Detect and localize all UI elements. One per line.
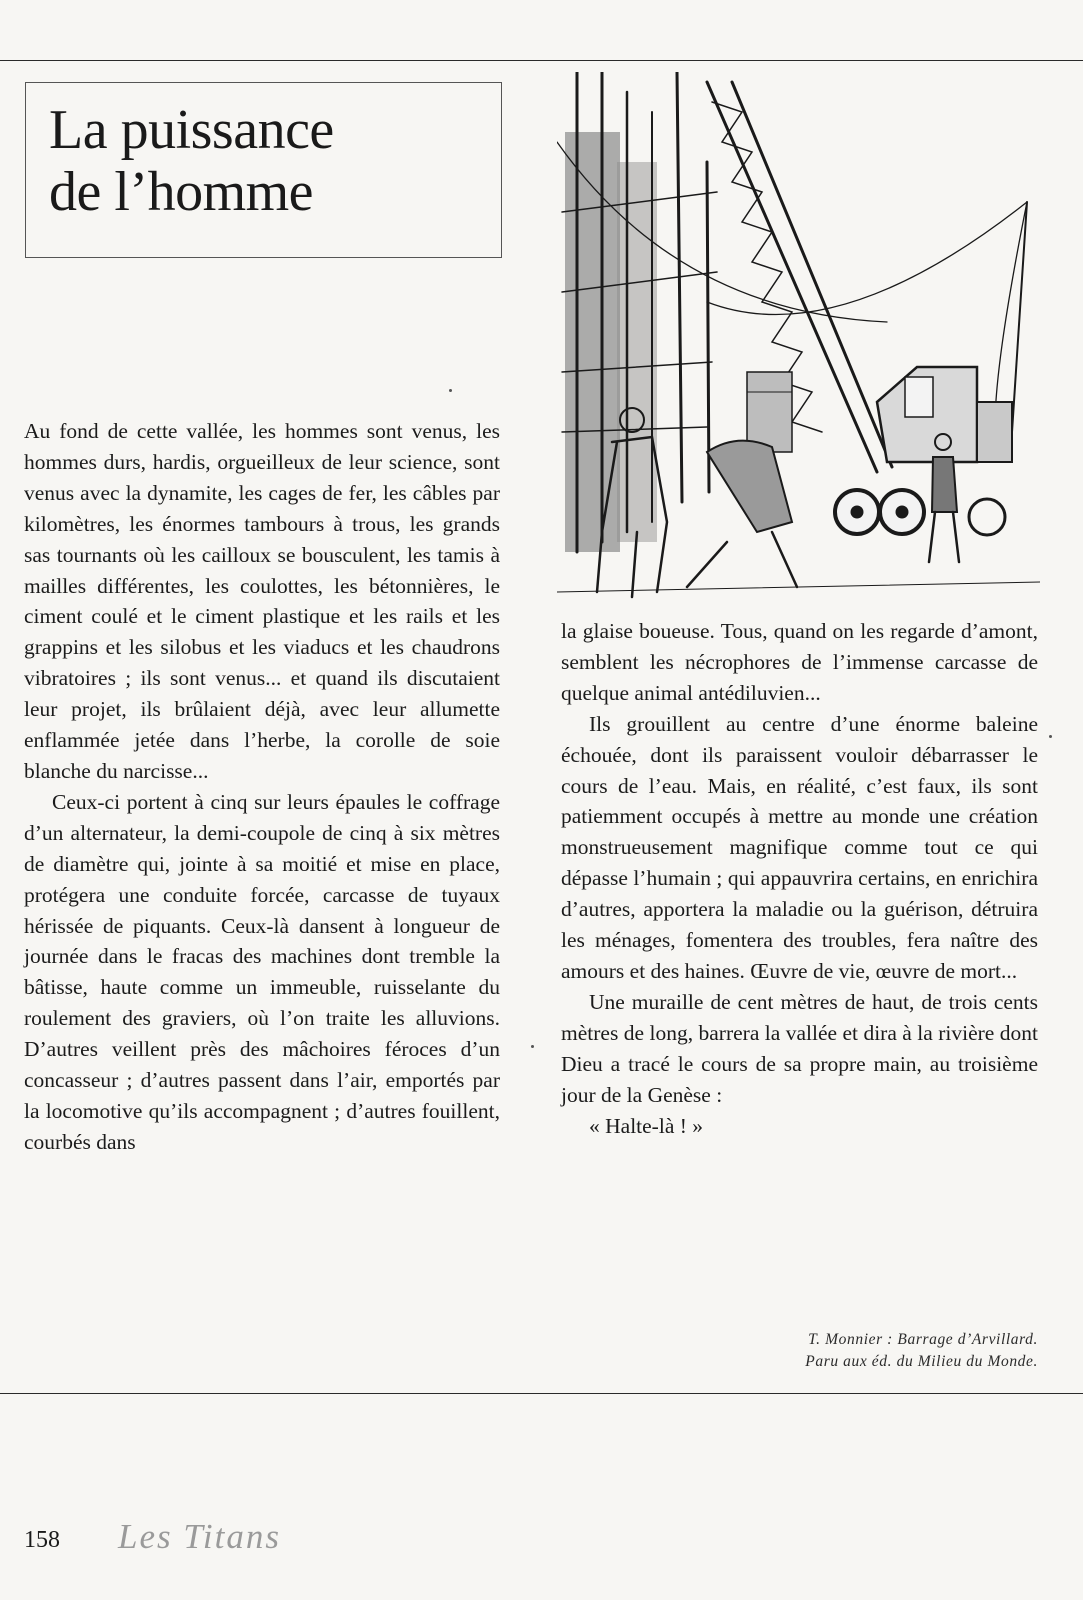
right-column	[561, 616, 1038, 1141]
paragraph: la glaise boueuse. Tous, quand on les regarde d’amont, semblent les nécrophores de l’immense carcasse de quelque animal antédiluvien...	[561, 619, 1038, 705]
paragraph: Au fond de cette vallée, les hommes sont venus, les hommes durs, hardis, orgueilleux de leur science, sont venus avec la dynamite, les cages de fer, les câbles par kilomètres, les énormes tambours à trous, les grands sas tournants où les cailloux se bousculent, les tamis à mailles différentes, les coulottes, les bétonnières, le ciment coulé et le ciment plastique et les rails et les grappins et les silobus et les viaducs et les chaudrons vibratoires ; ils sont venus... et quand ils discutaient leur projet, ils brûlaient déjà, avec leur allumette enflammée jetée dans l’herbe, la corolle de soie blanche du narcisse...	[24, 419, 500, 783]
print-speck	[531, 1045, 534, 1048]
running-title: Les Titans	[118, 1517, 281, 1556]
source-credit-line-2: Paru aux éd. du Milieu du Monde.	[805, 1353, 1038, 1370]
paragraph: Ceux-ci portent à cinq sur leurs épaules le coffrage d’un alternateur, la demi-coupole de cinq à six mètres de diamètre qui, jointe à sa moitié et mise en place, protégera une conduite forcée, carcasse de tuyaux hérissée de piquants. Ceux-là dansent à longueur de journée dans le fracas des machines dont tremble la bâtisse, haute comme un immeuble, ruisselante du roulement des graviers, où l’on traite les alluvions. D’autres veillent près des mâchoires féroces d’un concasseur ; d’autres passent dans l’air, emportés par la locomotive qu’ils accompagnent ; d’autres fouillent, courbés dans	[24, 789, 500, 1154]
print-speck	[1049, 735, 1052, 738]
top-rule	[0, 60, 1083, 61]
construction-site-illustration	[557, 72, 1040, 604]
source-credit-line-1: T. Monnier : Barrage d’Arvillard.	[808, 1331, 1038, 1348]
print-speck	[449, 389, 452, 392]
left-column	[24, 416, 500, 1158]
paragraph: Ils grouillent au centre d’une énorme baleine échouée, dont ils paraissent vouloir débarrasser le cours de l’eau. Mais, en réalité, c’est faux, ils sont patiemment occupés à mettre au monde une création monstrueusement magnifique comme tout ce qui dépasse l’humain ; qui appauvrira certains, en enrichira d’autres, apportera la maladie ou la guérison, détruira les ménages, fomentera des troubles, fera naître des amours et des haines. Œuvre de vie, œuvre de mort...	[561, 711, 1038, 983]
title-line-2: de l’homme	[49, 161, 314, 223]
bottom-rule	[0, 1393, 1083, 1394]
page-number: 158	[24, 1527, 60, 1553]
title-line-1: La puissance	[49, 99, 334, 161]
quote-line: « Halte-là ! »	[589, 1113, 704, 1138]
title-box	[25, 82, 502, 258]
paragraph: Une muraille de cent mètres de haut, de trois cents mètres de long, barrera la vallée et dira à la rivière dont Dieu a tracé le cours de sa propre main, au troisième jour de la Genèse :	[561, 989, 1038, 1107]
